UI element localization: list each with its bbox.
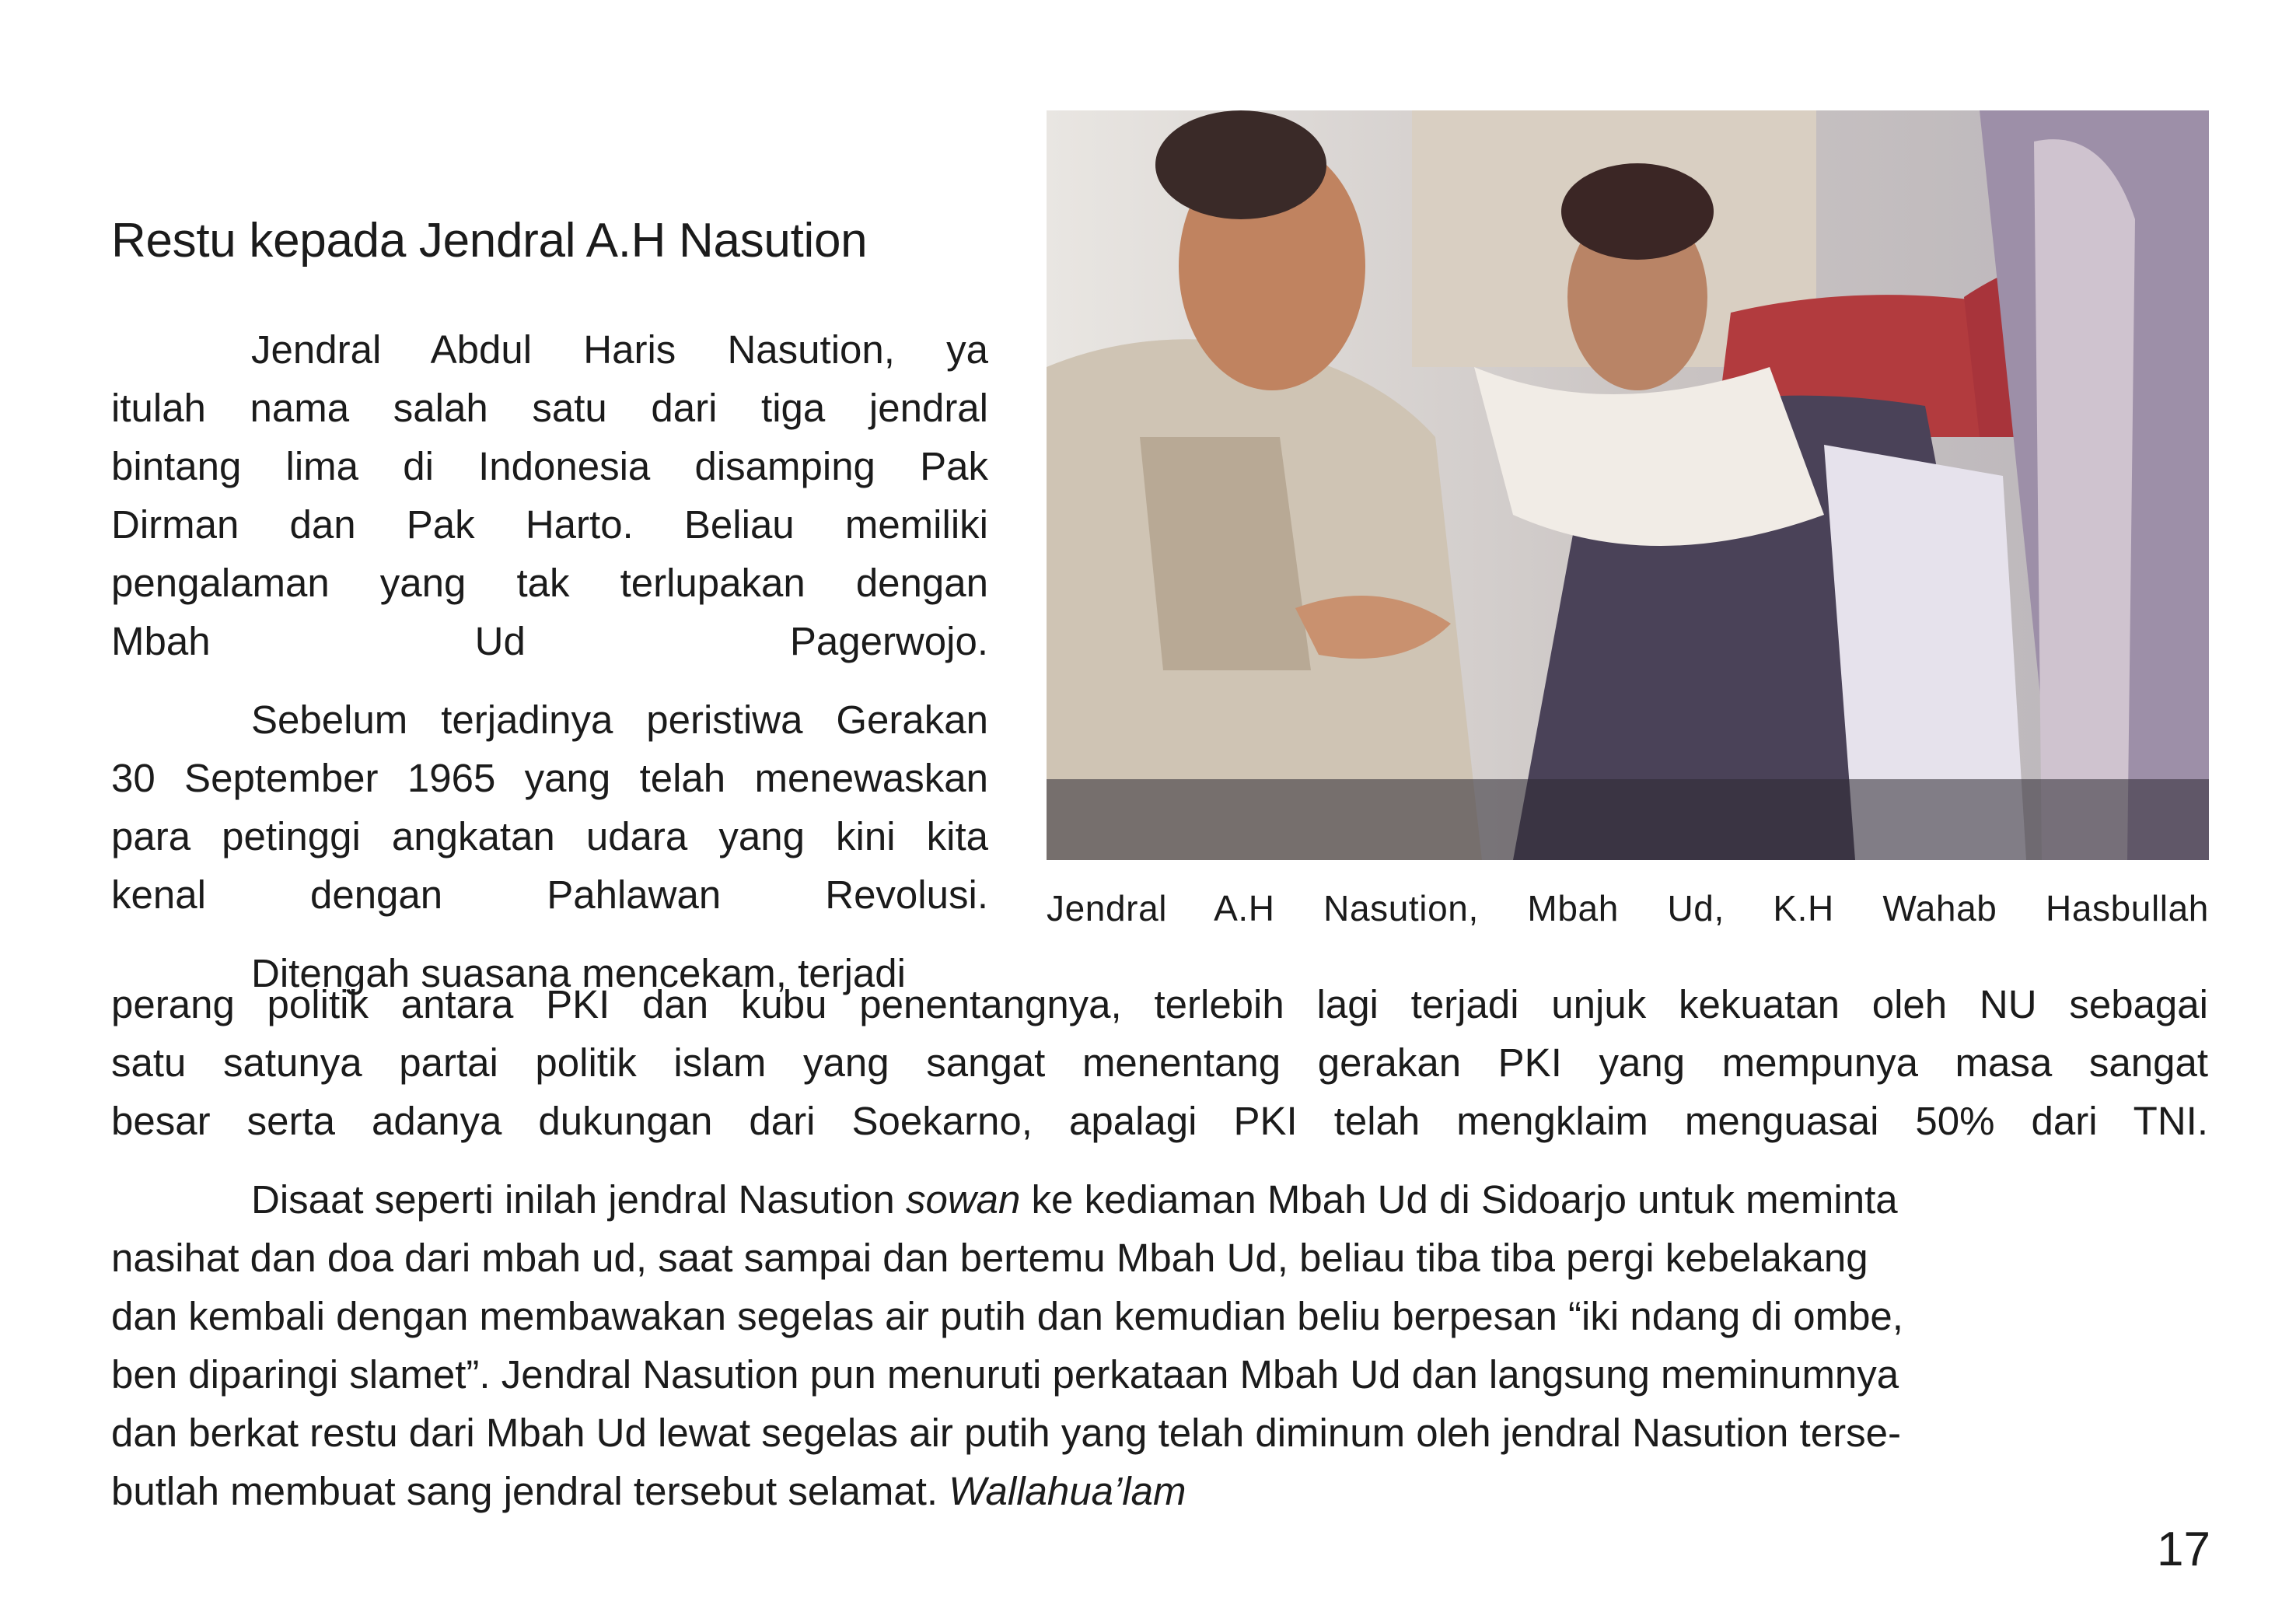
para4-text-a: Disaat seperti inilah jendral Nasution bbox=[251, 1177, 906, 1222]
photo-illustration bbox=[1047, 110, 2209, 860]
para4-line-6: butlah membuat sang jendral tersebut selamat. bbox=[111, 1469, 949, 1513]
paragraph-1 bbox=[111, 320, 988, 670]
para4-line-3: dan kembali dengan membawakan segelas air putih dan kemudian beliu berpesan “iki ndang di ombe, bbox=[111, 1294, 1903, 1338]
para4-line-2: nasihat dan doa dari mbah ud, saat sampai dan bertemu Mbah Ud, beliau tiba tiba pergi kebelakang bbox=[111, 1236, 1868, 1280]
paragraph-3-continuation bbox=[111, 975, 2208, 1520]
para2-line-4: kenal dengan Pahlawan Revolusi. bbox=[111, 872, 988, 917]
section-heading: Restu kepada Jendral A.H Nasution bbox=[111, 214, 868, 268]
page-number: 17 bbox=[2157, 1523, 2210, 1576]
para1-line-4: Dirman dan Pak Harto. Beliau memiliki bbox=[111, 502, 988, 547]
para1-line-5: pengalaman yang tak terlupakan dengan bbox=[111, 561, 988, 605]
para4-text-b: ke kediaman Mbah Ud di Sidoarjo untuk meminta bbox=[1020, 1177, 1898, 1222]
para2-line-1: Sebelum terjadinya peristiwa Gerakan bbox=[251, 698, 988, 742]
para3-body bbox=[111, 975, 2208, 1150]
para3-line-4: besar serta adanya dukungan dari Soekarno, apalagi PKI telah mengklaim menguasai 50% dari TNI. bbox=[111, 1099, 2208, 1143]
paragraph-2 bbox=[111, 691, 988, 924]
para2-line-3: para petinggi angkatan udara yang kini kita bbox=[111, 814, 988, 858]
photo-caption: Jendral A.H Nasution, Mbah Ud, K.H Wahab Hasbullah bbox=[1047, 888, 2209, 928]
paragraph-4 bbox=[111, 1170, 2208, 1520]
para3-line-2: perang politik antara PKI dan kubu penentangnya, terlebih lagi terjadi unjuk kekuatan oleh NU sebagai bbox=[111, 982, 2208, 1026]
para1-line-2: itulah nama salah satu dari tiga jendral bbox=[111, 386, 988, 430]
para4-line-4: ben diparingi slamet”. Jendral Nasution pun menuruti perkataan Mbah Ud dan langsung meminumnya bbox=[111, 1352, 1899, 1397]
left-column bbox=[111, 320, 988, 1002]
para3-line-1: Ditengah suasana mencekam, terjadi bbox=[251, 951, 906, 995]
para4-line-5: dan berkat restu dari Mbah Ud lewat segelas air putih yang telah diminum oleh jendral Nasution terse- bbox=[111, 1411, 1901, 1455]
para3-line-3: satu satunya partai politik islam yang sangat menentang gerakan PKI yang mempunya masa sangat bbox=[111, 1040, 2208, 1085]
para2-line-2: 30 September 1965 yang telah menewaskan bbox=[111, 756, 988, 800]
para1-line-3: bintang lima di Indonesia disamping Pak bbox=[111, 444, 988, 488]
para4-italic-sowan: sowan bbox=[905, 1177, 1021, 1222]
historical-photo bbox=[1047, 110, 2209, 860]
para4-italic-wallahualam: Wallahua’lam bbox=[949, 1469, 1186, 1513]
para1-line-6: Mbah Ud Pagerwojo. bbox=[111, 619, 988, 663]
para1-line-1: Jendral Abdul Haris Nasution, ya bbox=[251, 327, 988, 372]
